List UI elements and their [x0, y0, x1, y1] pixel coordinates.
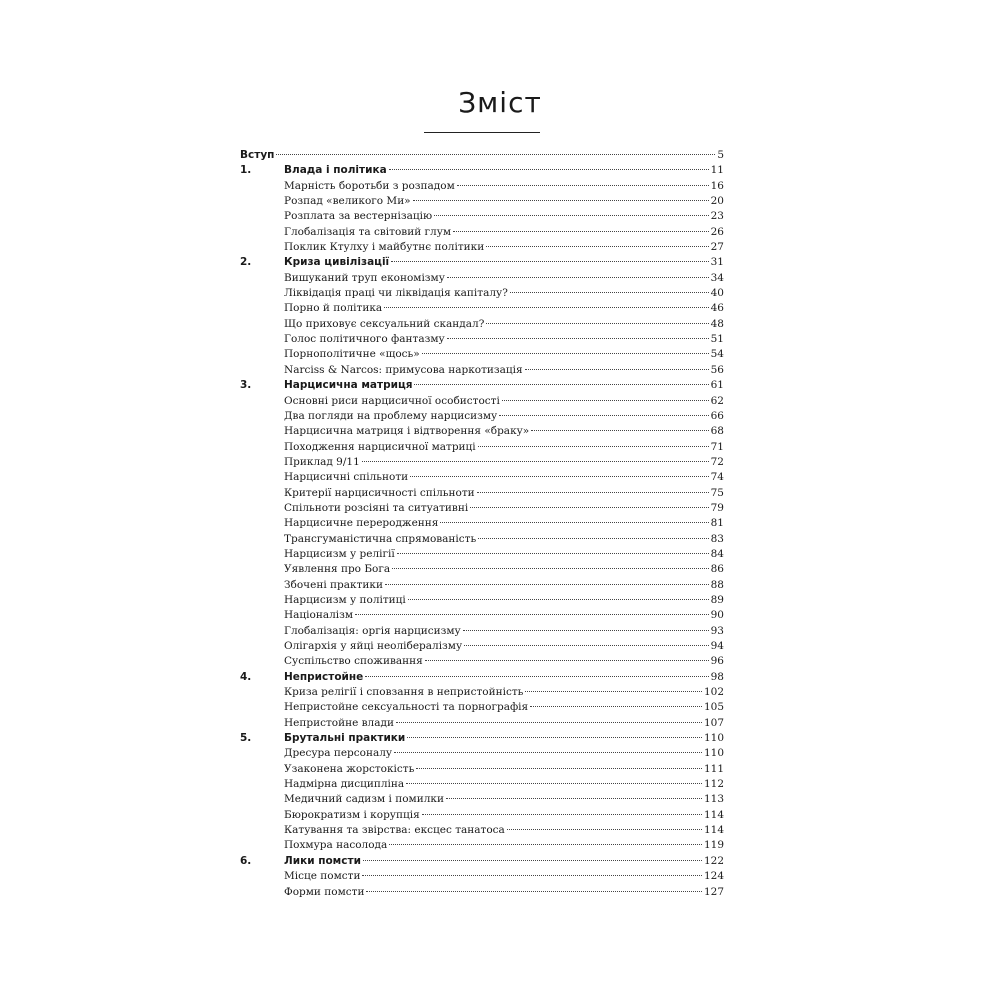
toc-chapter-entry — [240, 670, 724, 685]
page-number: 31 — [710, 256, 724, 269]
page-number: 105 — [703, 701, 724, 714]
section-title: Суспільство споживання — [284, 655, 423, 668]
dot-leader — [362, 875, 701, 876]
toc-section-entry — [240, 424, 724, 439]
section-title: Порнополітичне «щось» — [284, 348, 420, 361]
dot-leader — [510, 292, 709, 293]
toc-section-entry — [240, 777, 724, 792]
toc-section-entry — [240, 885, 724, 900]
dot-leader — [440, 522, 708, 523]
page-number: 48 — [710, 317, 724, 330]
page-number: 94 — [710, 640, 724, 652]
dot-leader — [470, 507, 708, 508]
section-title: Збочені практики — [284, 578, 383, 591]
section-title: Катування та звірства: ексцес танатоса — [284, 824, 505, 837]
toc-chapter-entry — [240, 163, 724, 178]
toc-section-entry — [240, 225, 724, 240]
dot-leader — [525, 369, 709, 370]
section-title: Бюрократизм і корупція — [284, 808, 420, 821]
dot-leader — [507, 829, 702, 830]
page-number: 110 — [703, 747, 724, 760]
chapter-number: 5. — [240, 732, 252, 745]
section-title: Походження нарцисичної матриці — [284, 440, 476, 453]
page-number: 90 — [710, 609, 724, 622]
toc-chapter-entry — [240, 148, 724, 163]
dot-leader — [355, 614, 709, 615]
page-number: 86 — [710, 563, 724, 576]
page-number: 34 — [710, 271, 724, 284]
dot-leader — [457, 185, 709, 186]
toc-section-entry — [240, 501, 724, 516]
dot-leader — [384, 307, 708, 308]
page-number: 72 — [710, 455, 724, 468]
section-title: Похмура насолода — [284, 839, 388, 852]
dot-leader — [477, 492, 709, 493]
section-title: Поклик Ктулху і майбутнє політики — [284, 241, 485, 254]
dot-leader — [525, 691, 702, 692]
section-title: Нарцисизм у політиці — [284, 593, 406, 606]
dot-leader — [422, 814, 702, 815]
toc-section-entry — [240, 486, 724, 501]
section-title: Криза релігії і сповзання в непристойність — [284, 686, 524, 699]
dot-leader — [530, 706, 702, 707]
toc-section-entry — [240, 838, 724, 853]
section-title: Форми помсти — [284, 885, 365, 898]
dot-leader — [499, 415, 708, 416]
page-number: 122 — [703, 854, 724, 867]
page-number: 113 — [703, 793, 724, 806]
section-title: Вишуканий труп економізму — [284, 271, 445, 284]
toc-section-entry — [240, 271, 724, 286]
section-title: Місце помсти — [284, 870, 361, 883]
page-number: 102 — [703, 686, 724, 699]
page-number: 56 — [710, 363, 724, 376]
dot-leader — [434, 215, 709, 216]
section-title: Розпад «великого Ми» — [284, 195, 411, 208]
dot-leader — [397, 553, 709, 554]
page-number: 114 — [703, 808, 724, 821]
page-number: 111 — [703, 762, 724, 775]
page-number: 20 — [710, 195, 724, 208]
section-title: Олігархія у яйці неолібералізму — [284, 640, 463, 652]
page-number: 127 — [703, 885, 724, 898]
toc-section-entry — [240, 347, 724, 362]
page-number: 79 — [710, 501, 724, 514]
chapter-title: Вступ — [240, 149, 275, 161]
chapter-title: Непристойне — [284, 670, 364, 683]
dot-leader — [362, 461, 709, 462]
section-title: Голос політичного фантазму — [284, 333, 445, 346]
page-number: 23 — [710, 210, 724, 223]
dot-leader — [365, 676, 708, 677]
section-title: Медичний садизм і помилки — [284, 793, 444, 806]
dot-leader — [366, 891, 702, 892]
dot-leader — [413, 200, 709, 201]
toc-section-entry — [240, 578, 724, 593]
dot-leader — [478, 538, 708, 539]
page-number: 51 — [710, 333, 724, 346]
toc-section-entry — [240, 562, 724, 577]
dot-leader — [447, 277, 709, 278]
toc-section-entry — [240, 792, 724, 807]
dot-leader — [447, 338, 709, 339]
toc-section-entry — [240, 440, 724, 455]
toc-section-entry — [240, 455, 724, 470]
dot-leader — [391, 261, 708, 262]
section-title: Нарцисичне переродження — [284, 517, 439, 530]
section-title: Критерії нарцисичності спільноти — [284, 486, 475, 499]
page-number: 84 — [710, 547, 724, 560]
page-number: 27 — [710, 241, 724, 254]
page-number: 54 — [710, 348, 724, 361]
section-title: Непристойне сексуальності та порнографія — [284, 701, 529, 714]
toc-section-entry — [240, 639, 724, 654]
page-number: 26 — [710, 225, 724, 238]
page-number: 89 — [710, 593, 724, 606]
page-number: 81 — [710, 517, 724, 530]
section-title: Ліквідація праці чи ліквідація капіталу? — [284, 287, 508, 300]
toc-section-entry — [240, 808, 724, 823]
toc-section-entry — [240, 746, 724, 761]
page-number: 88 — [710, 578, 724, 591]
page-number: 11 — [710, 164, 724, 177]
page-number: 5 — [717, 149, 724, 161]
toc-section-entry — [240, 209, 724, 224]
section-title: Два погляди на проблему нарцисизму — [284, 409, 498, 422]
title-underline — [424, 132, 540, 133]
dot-leader — [422, 353, 709, 354]
dot-leader — [406, 783, 702, 784]
chapter-number: 2. — [240, 256, 252, 269]
toc-section-entry — [240, 332, 724, 347]
dot-leader — [407, 737, 702, 738]
toc-chapter-entry — [240, 731, 724, 746]
dot-leader — [531, 430, 708, 431]
section-title: Націоналізм — [284, 609, 354, 622]
section-title: Глобалізація: оргія нарцисизму — [284, 624, 461, 637]
dot-leader — [410, 476, 708, 477]
page-number: 61 — [710, 379, 724, 392]
page-number: 96 — [710, 655, 724, 668]
toc-section-entry — [240, 593, 724, 608]
section-title: Уявлення про Бога — [284, 563, 391, 576]
page-number: 46 — [710, 302, 724, 315]
toc-section-entry — [240, 317, 724, 332]
section-title: Марність боротьби з розпадом — [284, 179, 455, 192]
toc-section-entry — [240, 608, 724, 623]
section-title: Narciss & Narcos: примусова наркотизація — [284, 363, 523, 376]
toc-section-entry — [240, 547, 724, 562]
toc-chapter-entry — [240, 255, 724, 270]
toc-section-entry — [240, 654, 724, 669]
toc-section-entry — [240, 624, 724, 639]
table-of-contents — [240, 148, 724, 900]
chapter-number: 4. — [240, 670, 252, 683]
page-number: 107 — [703, 716, 724, 729]
dot-leader — [392, 568, 708, 569]
dot-leader — [425, 660, 709, 661]
page-number: 62 — [710, 394, 724, 407]
section-title: Глобалізація та світовий глум — [284, 225, 452, 238]
chapter-title: Брутальні практики — [284, 732, 406, 745]
section-title: Непристойне влади — [284, 716, 394, 729]
section-title: Нарцисична матриця і відтворення «браку» — [284, 425, 530, 438]
page-number: 98 — [710, 670, 724, 683]
page-number: 16 — [710, 179, 724, 192]
page-number: 68 — [710, 425, 724, 438]
dot-leader — [363, 860, 702, 861]
page-title: Зміст — [458, 86, 542, 119]
dot-leader — [486, 323, 708, 324]
dot-leader — [486, 246, 708, 247]
toc-section-entry — [240, 823, 724, 838]
section-title: Спільноти розсіяні та ситуативні — [284, 501, 469, 514]
section-title: Трансгуманістична спрямованість — [284, 532, 477, 545]
chapter-number: 3. — [240, 379, 252, 392]
toc-chapter-entry — [240, 378, 724, 393]
dot-leader — [385, 584, 709, 585]
toc-section-entry — [240, 301, 724, 316]
page-number: 40 — [710, 287, 724, 300]
toc-section-entry — [240, 470, 724, 485]
section-title: Нарцисизм у релігії — [284, 547, 395, 560]
dot-leader — [464, 645, 708, 646]
chapter-title: Влада і політика — [284, 164, 387, 177]
toc-chapter-entry — [240, 854, 724, 869]
dot-leader — [478, 446, 709, 447]
dot-leader — [389, 169, 709, 170]
dot-leader — [446, 798, 702, 799]
page-number: 75 — [710, 486, 724, 499]
page-number: 114 — [703, 824, 724, 837]
section-title: Узаконена жорстокість — [284, 762, 415, 775]
toc-section-entry — [240, 363, 724, 378]
dot-leader — [394, 752, 702, 753]
section-title: Основні риси нарцисичної особистості — [284, 394, 500, 407]
toc-section-entry — [240, 409, 724, 424]
page-number: 110 — [703, 732, 724, 745]
chapter-number: 6. — [240, 854, 252, 867]
toc-section-entry — [240, 516, 724, 531]
section-title: Порно й політика — [284, 302, 383, 315]
page-number: 66 — [710, 409, 724, 422]
dot-leader — [502, 400, 709, 401]
section-title: Приклад 9/11 — [284, 455, 360, 468]
chapter-number: 1. — [240, 164, 252, 177]
dot-leader — [389, 844, 702, 845]
page-number: 74 — [710, 471, 724, 484]
page-number: 112 — [703, 778, 724, 791]
dot-leader — [396, 722, 702, 723]
page-number: 93 — [710, 624, 724, 637]
section-title: Що приховує сексуальний скандал? — [284, 317, 485, 330]
dot-leader — [414, 384, 708, 385]
dot-leader — [416, 768, 702, 769]
page-number: 83 — [710, 532, 724, 545]
toc-section-entry — [240, 762, 724, 777]
chapter-title: Лики помсти — [284, 854, 361, 867]
dot-leader — [408, 599, 709, 600]
dot-leader — [453, 231, 709, 232]
page-number: 119 — [703, 839, 724, 852]
page-number: 71 — [710, 440, 724, 453]
dot-leader — [276, 154, 715, 155]
chapter-title: Нарцисична матриця — [284, 379, 413, 392]
section-title: Розплата за вестернізацію — [284, 210, 433, 223]
toc-section-entry — [240, 716, 724, 731]
toc-section-entry — [240, 240, 724, 255]
toc-section-entry — [240, 532, 724, 547]
toc-section-entry — [240, 700, 724, 715]
toc-section-entry — [240, 869, 724, 884]
toc-section-entry — [240, 394, 724, 409]
toc-section-entry — [240, 194, 724, 209]
dot-leader — [463, 630, 709, 631]
section-title: Нарцисичні спільноти — [284, 471, 409, 484]
toc-section-entry — [240, 685, 724, 700]
section-title: Дресура персоналу — [284, 747, 393, 760]
page-number: 124 — [703, 870, 724, 883]
toc-section-entry — [240, 286, 724, 301]
section-title: Надмірна дисципліна — [284, 778, 405, 791]
chapter-title: Криза цивілізації — [284, 256, 390, 269]
toc-section-entry — [240, 179, 724, 194]
